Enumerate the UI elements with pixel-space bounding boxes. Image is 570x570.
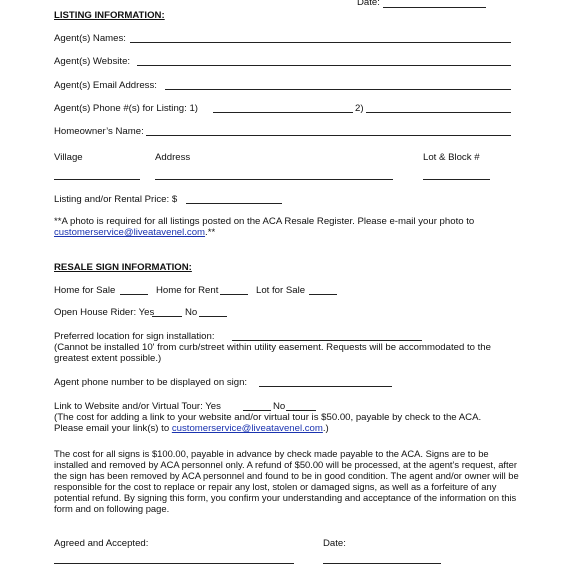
price-field[interactable]	[186, 203, 282, 204]
photo-note: **A photo is required for all listings posted on the ACA Resale Register. Please e-mail your photo to	[54, 216, 475, 227]
homeowner-label: Homeowner’s Name:	[54, 126, 144, 137]
home-sale-field[interactable]	[120, 294, 148, 295]
lot-block-field[interactable]	[423, 179, 490, 180]
open-house-no-label: No	[185, 307, 198, 318]
price-label: Listing and/or Rental Price: $	[54, 194, 178, 205]
agent-phone-2-field[interactable]	[366, 112, 511, 113]
home-rent-label: Home for Rent	[156, 285, 219, 296]
agent-phone-2-label: 2)	[355, 103, 364, 114]
link-email-pre: Please email your link(s) to	[54, 423, 170, 434]
agent-phone-label: Agent(s) Phone #(s) for Listing: 1)	[54, 103, 198, 114]
photo-note-line-2	[54, 227, 215, 238]
link-email-link[interactable]: customerservice@liveatavenel.com	[171, 423, 323, 434]
listing-heading: LISTING INFORMATION:	[54, 10, 165, 21]
sign-cost-paragraph: The cost for all signs is $100.00, payable in advance by check made payable to the ACA. Signs are to be installed and removed by ACA personnel only. A refund of $50.00 will be processed, at the agent’s request, after the sign has been removed by ACA personnel and found to be in good condition. The agent and/or owner will be responsible for the cost to replace or repair any lost, stolen or damaged signs, as well as a forfeiture of any potential refund. By signing this form, you confirm your understanding and acceptance of the information on this form and on following page.	[54, 448, 519, 514]
agent-email-field[interactable]	[165, 89, 511, 90]
pref-location-field[interactable]	[232, 340, 422, 341]
footer-date-label: Date:	[323, 538, 346, 549]
home-sale-label: Home for Sale	[54, 285, 116, 296]
open-house-label: Open House Rider: Yes	[54, 307, 155, 318]
link-label: Link to Website and/or Virtual Tour: Yes	[54, 401, 221, 412]
lot-sale-field[interactable]	[309, 294, 337, 295]
address-label: Address	[155, 152, 191, 163]
signature-field[interactable]	[54, 563, 294, 564]
home-rent-field[interactable]	[220, 294, 248, 295]
pref-location-note: (Cannot be installed 10' from curb/street within utility easement. Requests will be accommodated to the	[54, 342, 491, 353]
link-cost-note: (The cost for adding a link to your website and/or virtual tour is $50.00, payable by check to the ACA.	[54, 412, 482, 423]
link-email-post: .)	[322, 423, 329, 434]
homeowner-field[interactable]	[146, 135, 511, 136]
open-house-no-field[interactable]	[199, 316, 227, 317]
agent-email-label: Agent(s) Email Address:	[54, 80, 157, 91]
open-house-yes-field[interactable]	[152, 316, 182, 317]
village-label: Village	[54, 152, 83, 163]
link-yes-field[interactable]	[243, 410, 271, 411]
pref-location-label: Preferred location for sign installation:	[54, 331, 215, 342]
footer-date-field[interactable]	[323, 563, 441, 564]
agent-phone-sign-label: Agent phone number to be displayed on sign:	[54, 377, 248, 388]
pref-location-note-2: greatest extent possible.)	[54, 353, 162, 364]
header-date-label: Date:	[357, 0, 380, 8]
agent-phone-sign-field[interactable]	[259, 386, 392, 387]
agent-names-field[interactable]	[130, 42, 511, 43]
agreed-label: Agreed and Accepted:	[54, 538, 149, 549]
photo-note-end: .**	[205, 227, 216, 238]
photo-email-link[interactable]: customerservice@liveatavenel.com	[54, 227, 206, 238]
agent-website-label: Agent(s) Website:	[54, 56, 131, 67]
header-date-field[interactable]	[383, 7, 486, 8]
address-field[interactable]	[155, 179, 393, 180]
link-no-label: No	[273, 401, 286, 412]
agent-phone-1-field[interactable]	[213, 112, 353, 113]
agent-names-label: Agent(s) Names:	[54, 33, 126, 44]
link-email-line	[54, 423, 329, 434]
agent-website-field[interactable]	[137, 65, 511, 66]
lot-block-label: Lot & Block #	[423, 152, 480, 163]
sign-heading: RESALE SIGN INFORMATION:	[54, 262, 192, 273]
link-no-field[interactable]	[286, 410, 316, 411]
village-field[interactable]	[54, 179, 140, 180]
lot-sale-label: Lot for Sale	[256, 285, 306, 296]
